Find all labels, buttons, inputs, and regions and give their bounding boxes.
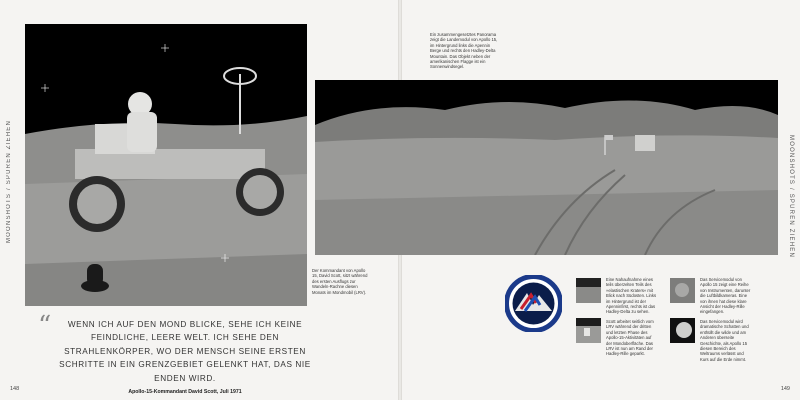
- page-number-left: 148: [10, 386, 20, 392]
- page-number-right: 149: [780, 386, 790, 392]
- left-side-title: MOONSHOTS / SPUREN ZIEHEN: [6, 120, 12, 244]
- thumbnail-caption: Das Servicemodul von Apollo 15 zeigt eine Reihe von Instrumenten, darunter die Luftbildkameras. Eine von ihnen hat diese klare Ansicht der Hadley-Rille eingefangen.: [700, 277, 751, 315]
- panorama-caption: Ein zusammengesetztes Panorama zeigt die Landemodul von Apollo 15, im Hintergrund links die Apennin Berge und rechts den Hadley-Delta Mountain. Das Objekt neben der amerikanischen Flagge ist ein Sonnenwindsegel.: [430, 32, 498, 70]
- apollo-15-mission-patch: [505, 275, 562, 332]
- panorama-photo: [315, 80, 778, 255]
- thumbnail-moon-shadow: [670, 318, 695, 343]
- thumbnail-caption: Das Servicemodul wird dramatische Schatten und enthüllt die wilde und am Anderen überseite Geschichte, als Apollo 15 diesen Bereich des Weltraums verlässt und Kurs auf die Erde nimmt.: [700, 319, 749, 362]
- thumbnail-caption: Eine Nahaufnahme eines teils überzelten Teils des »elastischen Kraters« mit Blick nach Südosten. Links im Hintergrund ist der Apenninfirst, rechts ist das Hadley-Delta zu sehen.: [606, 277, 657, 315]
- quote-text: WENN ICH AUF DEN MOND BLICKE, SEHE ICH KEINE FEINDLICHE, LEERE WELT. ICH SEHE DEN STRAHLENKÖRPER, WO DER MENSCH SEINE ERSTEN SCHRITTE IN EIN GRENZGEBIET GELENKT HAT, DAS NIE ENDEN WIRD.: [59, 320, 311, 383]
- lunar-rover-photo: [25, 24, 307, 306]
- thumbnail-scott-lrv: [576, 318, 601, 343]
- thumbnail-service-module: [670, 278, 695, 303]
- right-side-title: MOONSHOTS / SPUREN ZIEHEN: [788, 135, 794, 259]
- kommandant-caption: Der Kommandant von Apollo 15, David Scott, sitzt während des ersten Ausflugs zur Wandeln-Rachne diesen Monats im Mondmobil (LRV).: [312, 268, 368, 295]
- thumbnail-caption: Scott arbeitet seitlich vom LRV während der dritten und letzten Phase des Apollo-15-Aktivitäten auf der Mondoberfläche. Das LRV ist nun am Rand der Hadley-Rille geparkt.: [606, 319, 654, 357]
- quote-block: [38, 311, 320, 396]
- quote-author: Apollo-15-Kommandant David Scott, Juli 1971: [128, 389, 242, 396]
- quote-mark: “: [38, 311, 52, 341]
- thumbnail-crater: [576, 278, 601, 303]
